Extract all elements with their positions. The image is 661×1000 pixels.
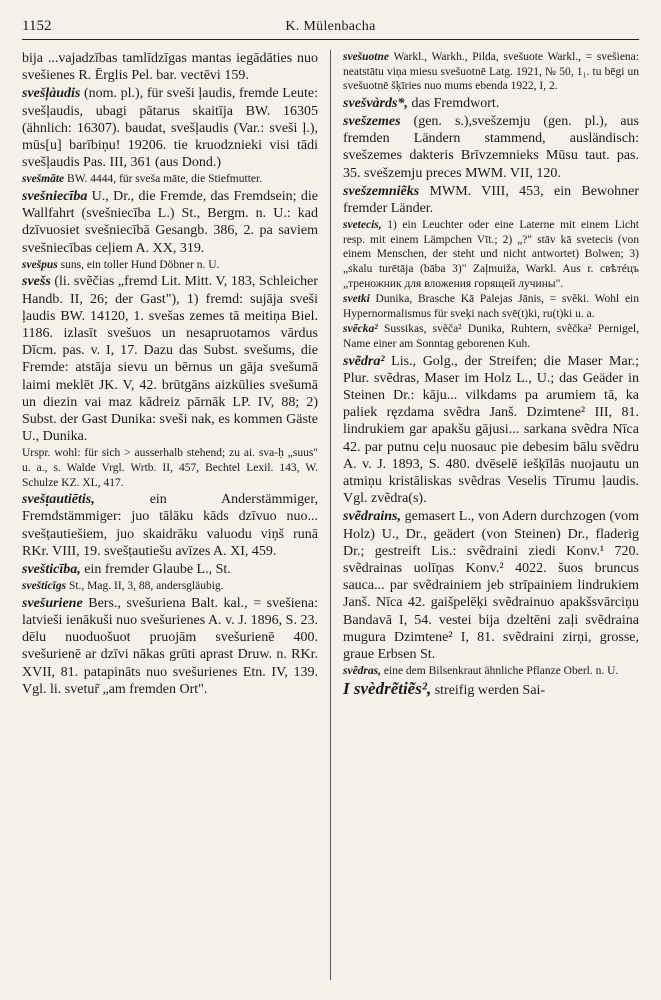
- entry-headword: svešzemniẽks: [343, 183, 420, 199]
- entry-text: gemasert L., von Adern durchzogen (vom Holz) U., Dr., geädert (von Steinen) Dr., fladerig Dr.; gestreift Lis.: svẽdraini ziedi Konv.¹ 720. svẽdrainas uolīņas Konv.² 4022. šuos bruncus sauca... par svẽdrainiem jeb strīpainiem lindrukiem Janš. Nīca 42. gaišpelēķi svẽdrainuo apakšsvārciņu Bandavā I, 54. vestei bija dzeltēni zaļi svẽdraina mugura Dzimtene² I, 81. svẽdraini zirņi, grosse, graue Erbsen St.: [343, 509, 639, 662]
- entry-text: Sussikas, svẽča² Dunika, Ruhtern, svẽčka² Pernigel, Name einer am Sonntag geborenen Kuh.: [343, 323, 639, 350]
- entry-text: bija ...vajadzības tamlīdzīgas mantas iegādāties nuo svešienes R. Ērglis Pel. bar. vectēvi 159.: [22, 51, 318, 84]
- dictionary-entry: [22, 579, 318, 594]
- dictionary-entry: [22, 188, 318, 257]
- dictionary-entry: [22, 446, 318, 490]
- entry-text: Dunika, Brasche Kā Palejas Jānis, = svẽki. Wohl ein Hypernormalismus für sveķi nach svē(t)ki, ru(t)ki u. a.: [343, 293, 639, 320]
- entry-headword: I svèdrẽtiẽs²,: [343, 678, 432, 698]
- running-head-author: K. Mülenbacha: [285, 19, 376, 34]
- entry-text: eine dem Bilsenkraut ähnliche Pflanze Oberl. n. U.: [381, 665, 619, 678]
- entry-headword: svẽcka²: [343, 323, 378, 336]
- dictionary-entry: [343, 113, 639, 182]
- entry-headword: svešniecība: [22, 189, 88, 205]
- entry-headword: svešzemes: [343, 113, 401, 129]
- page-number: 1152: [22, 18, 52, 34]
- entry-text: MWM. VIII, 453, ein Bewohner fremder Länder.: [343, 183, 639, 216]
- dictionary-entry: [22, 595, 318, 698]
- dictionary-entry: [22, 491, 318, 560]
- dictionary-entry: [343, 292, 639, 321]
- entry-headword: svešṭautiētis,: [22, 492, 95, 508]
- entry-text: streifig werden Sai-: [431, 682, 546, 698]
- entry-headword: svẽdra²: [343, 353, 385, 369]
- entry-text: (li. svẽčias „fremd Lit. Mitt. V, 183, Schleicher Handb. II, 26; der Gast"), 1) fremd: sujāja sveši ļaudis BW. 14120, 1. svešas zemes tā meitiņa Biel. 1186. izlasīt svešuos un nesapruotamos vārdus Dīcm. pas. v. I, 17. Dazu das Subst. svešums, die Fremde: atstāja sievu un bērnus un gāja svešumā laimi meklēt JK. V, 42. brūtgāns aizkūlies svešumā un diezin vai maz kādreiz pārnāk LP. IV, 88; 2) Subst. der Gast Dunika: sveši nak, es kommen Gäste U., Dunika.: [22, 274, 318, 445]
- dictionary-entry: [343, 508, 639, 663]
- dictionary-entry: [343, 353, 639, 508]
- dictionary-entry: [343, 50, 639, 94]
- dictionary-entry: [343, 183, 639, 217]
- header-rule: [22, 39, 639, 40]
- dictionary-entry: [343, 664, 639, 679]
- left-column: [22, 50, 330, 980]
- right-column: [330, 50, 639, 980]
- dictionary-entry: [22, 561, 318, 578]
- entry-headword: svetki: [343, 293, 370, 306]
- entry-text: Bers., svešuriena Balt. kal., = svešiena: latvieši ienākuši nuo svešurienes A. v. J. 1896, S. 23. dēlu nuoduošuot pruojām svešurienē 400. svešurienē ar dzīvi nākas grūti aprast Druw. n. RKr. XVII, 81. patapināts nuo svešurienes Etn. IV, 139. Vgl. li. svetur̃ „am fremden Ort".: [22, 595, 318, 697]
- entry-headword: svešpus: [22, 258, 58, 271]
- dictionary-entry: [22, 85, 318, 171]
- entry-headword: svetecis,: [343, 219, 382, 232]
- entry-text: (nom. pl.), für sveši ļaudis, fremde Leute: svešļaudis, ubagi pātarus skaitīja BW. 16305 (ähnlich: 16307). baudat, svešļaudis (Var.: sveši ļ.), mūs[u] barībiņu! 19206. tie kruodznieki visi tādi svešļaudis Pas. III, 361 (aus Dond.): [22, 86, 318, 171]
- entry-headword: svešvàrds*,: [343, 95, 408, 111]
- dictionary-entry: [343, 95, 639, 112]
- dictionary-entry: [22, 172, 318, 187]
- dictionary-entry: [22, 258, 318, 273]
- entry-text: St., Mag. II, 3, 88, andersgläubig.: [66, 580, 224, 593]
- entry-text: ein fremder Glaube L., St.: [80, 562, 231, 578]
- entry-text: 1) ein Leuchter oder eine Laterne mit einem Licht resp. mit einem Lämpchen Vīt.; 2) „?" stāv kā svetecis (von einem Menschen, der steht und nicht antwortet) Bolwen; 3) „skalu turētāja (bāba 3)" Zaļmuiža, Warkl. Aus r. свѣтéцъ „треножник для вложения горящей лучины".: [343, 219, 639, 290]
- entry-text: suns, ein toller Hund Döbner n. U.: [57, 258, 220, 271]
- entry-headword: svešļàudis: [22, 86, 81, 102]
- entry-text: das Fremdwort.: [407, 95, 500, 111]
- entry-text: Warkl., Warkh., Pilda, svešuote Warkl., = svešiena: neatstātu viņa miesu svešuotnē Latg. 1921, № 50, 1₁. tu bēgi un svešuotnē šķīries nuo mums ebenda 1922, I, 2.: [343, 51, 639, 93]
- entry-headword: svešuriene: [22, 595, 83, 611]
- entry-text: BW. 4444, für sveša māte, die Stiefmutter.: [64, 173, 263, 186]
- dictionary-entry: [343, 218, 639, 291]
- entry-headword: svẽdras,: [343, 665, 382, 678]
- entry-text: Lis., Golg., der Streifen; die Maser Mar.; Plur. svẽdras, Maser im Holz L., U.; das Geäder in Steinen Dr.: kāju... vilkdams pa arumiem tā, ka paliek ręzdama svẽdra Janš. Dzimtene² III, 81. lindrukiem gar apakšu gājusi... sarkana svẽdra Nīca 42. par putnu ceļu nuosauc pie debesim bālu svẽdru A. v. J. 1893, S. 480. dvēselē iešķīlās nuojautu un atmiņu kristāliskas svẽdras Veselis Tīrumu ļaudis. Vgl. zvẽdra(s).: [343, 353, 639, 507]
- entry-headword: svešticīgs: [22, 580, 67, 593]
- entry-text: (gen. s.),svešzemju (gen. pl.), aus fremden Ländern stammend, ausländisch: svešzemes dakteris Brīvzemnieks Mūsu taut. pas. 35. svešzemju preces MWM. VII, 120.: [343, 113, 639, 181]
- page-header: [22, 18, 639, 35]
- entry-headword: svešuotne: [343, 51, 389, 63]
- dictionary-entry: [22, 50, 318, 84]
- entry-headword: svešticība,: [22, 562, 81, 578]
- dictionary-entry: [22, 273, 318, 445]
- entry-text: ein Anderstämmiger, Fremdstämmiger: juo tālāku kāds dzīvuo nuo... svešṭautiešiem, juo skaidrāku valuodu viņš runā RKr. VIII, 19. svešṭautiešu avīzes A. XI, 459.: [22, 492, 318, 559]
- entry-text: Urspr. wohl: für sich > ausserhalb stehend; zu ai. sva-ḥ „suus" u. a., s. Walde Vrgl. Wrtb. II, 457, Bechtel Lexil. 143, W. Schulze KZ. XL, 417.: [22, 447, 318, 489]
- entry-headword: svešs: [22, 274, 51, 290]
- dictionary-entry: [343, 680, 639, 699]
- entry-headword: svešmãte: [22, 173, 65, 186]
- dictionary-entry: [343, 322, 639, 351]
- columns: [22, 50, 639, 980]
- entry-headword: svẽdrains,: [343, 509, 401, 525]
- entry-text: U., Dr., die Fremde, das Fremdsein; die Wallfahrt (svešniecība L.) St., Bergm. n. U.: kad dzīvuosiet svešniecībā Gesangb. 386, 2. pa saviem svešniecības ceļiem A. XX, 319.: [22, 189, 318, 256]
